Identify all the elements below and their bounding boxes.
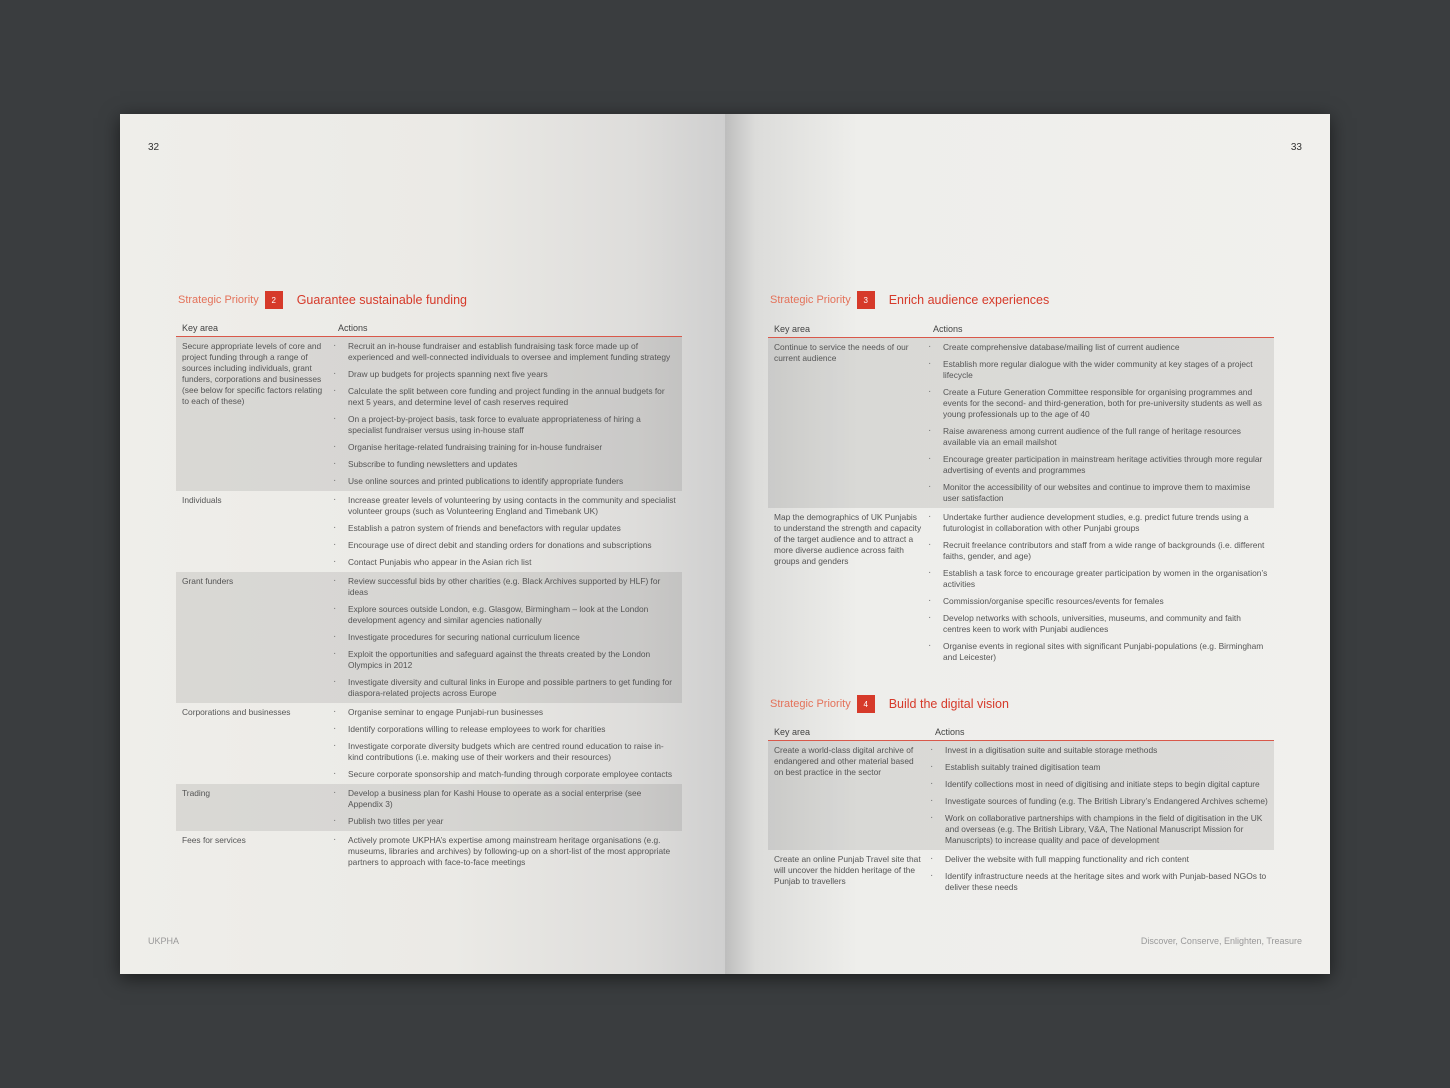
table-body: [768, 338, 1274, 667]
key-area-cell: Secure appropriate levels of core and project funding through a range of sources including individuals, grant funders, corporations and businesses (see below for specific factors relating to each of these): [182, 341, 323, 406]
digital-table: [768, 723, 1274, 897]
action-item: · Subscribe to funding newsletters and updates: [333, 459, 676, 470]
action-item: · Raise awareness among current audience of the full range of heritage resources available via an email mailshot: [928, 426, 1268, 448]
footer-right: Discover, Conserve, Enlighten, Treasure: [1140, 936, 1302, 946]
action-item: · On a project-by-project basis, task force to evaluate appropriateness of hiring a specialist fundraiser versus using in-house staff: [333, 414, 676, 436]
action-item: · Increase greater levels of volunteering by using contacts in the community and specialist volunteer groups (such as Volunteering England and Timebank UK): [333, 495, 676, 517]
action-item: · Establish suitably trained digitisation team: [930, 762, 1268, 773]
actions-cell: [928, 338, 1274, 508]
col-actions: Actions: [935, 727, 965, 737]
action-item: · Commission/organise specific resources/events for females: [928, 596, 1268, 607]
col-key-area: Key area: [774, 727, 811, 737]
action-item: · Calculate the split between core funding and project funding in the annual budgets for next 5 years, and determine level of cash reserves required: [333, 386, 676, 408]
action-item: · Secure corporate sponsorship and match-funding through corporate employee contacts: [333, 769, 676, 780]
footer-left: UKPHA: [148, 936, 180, 946]
key-area-cell: Trading: [182, 788, 211, 798]
table-header: [768, 320, 1274, 338]
col-key-area: Key area: [774, 324, 811, 334]
key-area-cell: Map the demographics of UK Punjabis to understand the strength and capacity of the target audience and to attract a more diverse audience across faith groups and genders: [774, 512, 922, 566]
table-row: [176, 831, 682, 872]
strategic-priority-4-heading: [770, 694, 1009, 714]
sp-number-badge: 3: [857, 291, 875, 309]
table-row: [768, 850, 1274, 897]
action-item: · Undertake further audience development studies, e.g. predict future trends using a futurologist in collaboration with other Punjabi groups: [928, 512, 1268, 534]
action-item: · Encourage greater participation in mainstream heritage activities through more regular advertising of events and programmes: [928, 454, 1268, 476]
table-row: [176, 337, 682, 491]
action-item: · Recruit freelance contributors and staff from a wide range of backgrounds (i.e. different faiths, gender, and age): [928, 540, 1268, 562]
action-item: · Work on collaborative partnerships with champions in the field of digitisation in the UK and overseas (e.g. The British Library, V&A, The National Manuscript Mission for Manuscripts) to increase quality and pace of development: [930, 813, 1268, 846]
key-area-cell: Create an online Punjab Travel site that will uncover the hidden heritage of the Punjab to travellers: [774, 854, 921, 886]
action-item: · Organise seminar to engage Punjabi-run businesses: [333, 707, 676, 718]
action-item: · Identify infrastructure needs at the heritage sites and work with Punjab-based NGOs to deliver these needs: [930, 871, 1268, 893]
table-row: [176, 572, 682, 703]
table-row: [176, 491, 682, 572]
action-item: · Investigate diversity and cultural links in Europe and possible partners to get funding for diaspora-related projects across Europe: [333, 677, 676, 699]
action-item: · Deliver the website with full mapping functionality and rich content: [930, 854, 1268, 865]
table-row: [768, 508, 1274, 667]
action-item: · Establish a patron system of friends and benefactors with regular updates: [333, 523, 676, 534]
action-item: · Develop a business plan for Kashi House to operate as a social enterprise (see Appendix 3): [333, 788, 676, 810]
table-row: [176, 784, 682, 831]
action-item: · Draw up budgets for projects spanning next five years: [333, 369, 676, 380]
col-actions: Actions: [933, 324, 963, 334]
action-item: · Identify collections most in need of digitising and initiate steps to begin digital capture: [930, 779, 1268, 790]
key-area-cell: Individuals: [182, 495, 222, 505]
col-actions: Actions: [338, 323, 368, 333]
action-item: · Invest in a digitisation suite and suitable storage methods: [930, 745, 1268, 756]
sp-title: Guarantee sustainable funding: [296, 293, 467, 307]
key-area-cell: Continue to service the needs of our current audience: [774, 342, 909, 363]
actions-cell: [930, 741, 1274, 850]
key-area-cell: Fees for services: [182, 835, 246, 845]
action-item: · Investigate procedures for securing national curriculum licence: [333, 632, 676, 643]
actions-cell: [333, 784, 682, 831]
action-item: · Recruit an in-house fundraiser and establish fundraising task force made up of experienced and well-connected individuals to oversee and implement funding strategy: [333, 341, 676, 363]
table-row: [176, 703, 682, 784]
action-item: · Establish more regular dialogue with the wider community at key stages of a project lifecycle: [928, 359, 1268, 381]
table-body: [768, 741, 1274, 897]
key-area-cell: Create a world-class digital archive of endangered and other material based on best practice in the sector: [774, 745, 914, 777]
table-row: [768, 741, 1274, 850]
actions-cell: [333, 831, 682, 872]
funding-table: [176, 319, 682, 872]
action-item: · Organise heritage-related fundraising training for in-house fundraiser: [333, 442, 676, 453]
action-item: · Create comprehensive database/mailing list of current audience: [928, 342, 1268, 353]
action-item: · Review successful bids by other charities (e.g. Black Archives supported by HLF) for ideas: [333, 576, 676, 598]
book-spread: [120, 114, 1330, 974]
action-item: · Investigate corporate diversity budgets which are centred round education to raise in-kind contributions (i.e. making use of their workers and their resources): [333, 741, 676, 763]
table-row: [768, 338, 1274, 508]
table-header: [176, 319, 682, 337]
strategic-priority-3-heading: [770, 290, 1049, 310]
action-item: · Actively promote UKPHA’s expertise among mainstream heritage organisations (e.g. museums, libraries and archives) by following-up on a short-list of the most appropriate partners to approach with face-to-face meetings: [333, 835, 676, 868]
action-item: · Exploit the opportunities and safeguard against the threats created by the London Olympics in 2012: [333, 649, 676, 671]
sp-label: Strategic Priority: [178, 294, 259, 306]
actions-cell: [928, 508, 1274, 667]
action-item: · Establish a task force to encourage greater participation by women in the organisation’s activities: [928, 568, 1268, 590]
page-number-right: 33: [1290, 142, 1302, 153]
table-body: [176, 337, 682, 872]
actions-cell: [930, 850, 1274, 897]
sp-label: Strategic Priority: [770, 294, 851, 306]
right-page: [725, 114, 1330, 974]
table-header: [768, 723, 1274, 741]
page-number-left: 32: [148, 142, 160, 153]
action-item: · Develop networks with schools, universities, museums, and community and faith centres keen to work with Punjabi audiences: [928, 613, 1268, 635]
action-item: · Create a Future Generation Committee responsible for organising programmes and events for the second- and third-generation, both for pre-university students as well as young professionals up to the age of 40: [928, 387, 1268, 420]
key-area-cell: Grant funders: [182, 576, 234, 586]
action-item: · Publish two titles per year: [333, 816, 676, 827]
action-item: · Contact Punjabis who appear in the Asian rich list: [333, 557, 676, 568]
action-item: · Use online sources and printed publications to identify appropriate funders: [333, 476, 676, 487]
actions-cell: [333, 703, 682, 784]
actions-cell: [333, 491, 682, 572]
action-item: · Encourage use of direct debit and standing orders for donations and subscriptions: [333, 540, 676, 551]
strategic-priority-2-heading: [178, 290, 467, 310]
audience-table: [768, 320, 1274, 667]
sp-label: Strategic Priority: [770, 698, 851, 710]
sp-number-badge: 4: [857, 695, 875, 713]
left-page: [120, 114, 725, 974]
action-item: · Monitor the accessibility of our websites and continue to improve them to maximise user satisfaction: [928, 482, 1268, 504]
action-item: · Investigate sources of funding (e.g. The British Library’s Endangered Archives scheme): [930, 796, 1268, 807]
action-item: · Explore sources outside London, e.g. Glasgow, Birmingham – look at the London development agency and similar agencies nationally: [333, 604, 676, 626]
action-item: · Identify corporations willing to release employees to work for charities: [333, 724, 676, 735]
sp-title: Enrich audience experiences: [888, 293, 1050, 307]
actions-cell: [333, 572, 682, 703]
key-area-cell: Corporations and businesses: [182, 707, 291, 717]
action-item: · Organise events in regional sites with significant Punjabi-populations (e.g. Birmingham and Leicester): [928, 641, 1268, 663]
actions-cell: [333, 337, 682, 491]
sp-title: Build the digital vision: [888, 697, 1009, 711]
col-key-area: Key area: [182, 323, 219, 333]
sp-number-badge: 2: [265, 291, 283, 309]
